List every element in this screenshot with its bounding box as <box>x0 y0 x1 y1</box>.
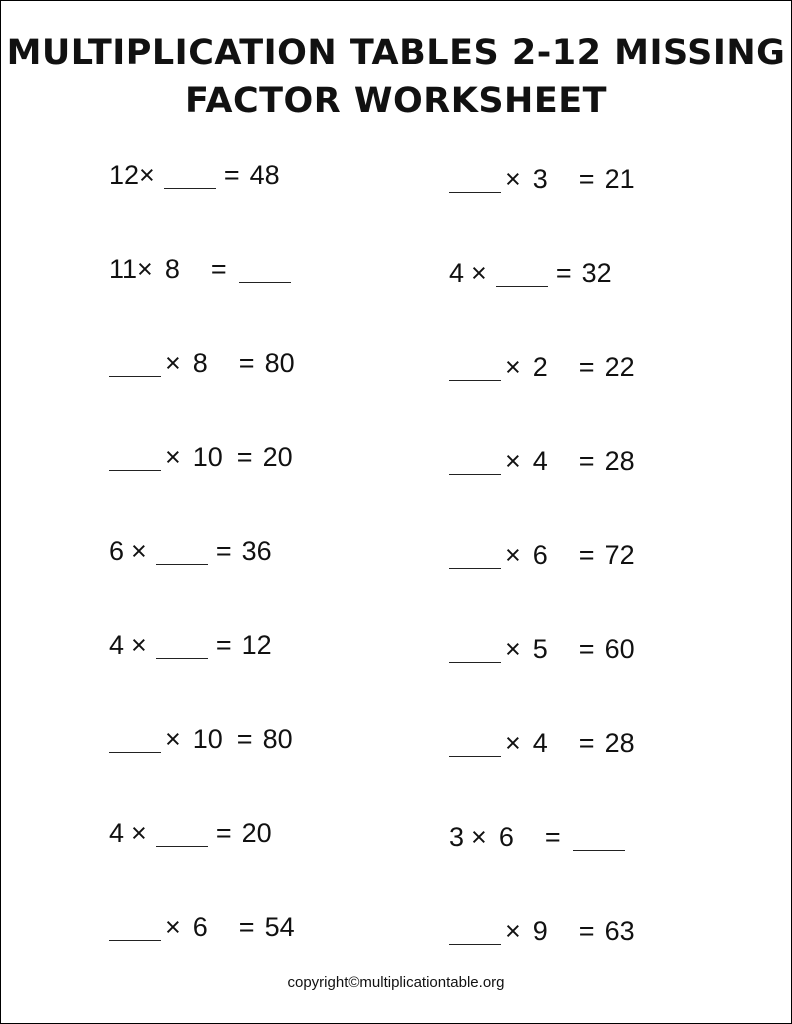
problem-row <box>109 816 272 850</box>
factor-c: 80 <box>264 348 295 378</box>
times-sign: × <box>505 540 521 570</box>
answer-blank[interactable] <box>449 444 501 475</box>
times-sign: × <box>131 536 147 566</box>
equals-sign: = <box>215 536 232 566</box>
factor-b: 6 <box>532 540 548 570</box>
problem-row <box>109 628 272 662</box>
factor-b: 8 <box>164 254 180 284</box>
factor-b: 8 <box>192 348 208 378</box>
times-sign: × <box>137 254 153 284</box>
factor-b: 10 <box>192 442 223 472</box>
problem-row <box>449 162 635 196</box>
equals-sign: = <box>215 818 232 848</box>
equals-sign: = <box>238 348 255 378</box>
equals-sign: = <box>236 724 253 754</box>
factor-c: 48 <box>249 160 280 190</box>
equals-sign: = <box>578 916 595 946</box>
answer-blank[interactable] <box>449 914 501 945</box>
factor-a: 4 <box>109 818 125 848</box>
equals-sign: = <box>555 258 572 288</box>
answer-blank[interactable] <box>496 256 548 287</box>
factor-b: 2 <box>532 352 548 382</box>
factor-b: 5 <box>532 634 548 664</box>
times-sign: × <box>471 822 487 852</box>
factor-a: 11 <box>109 254 138 284</box>
factor-b: 6 <box>498 822 514 852</box>
answer-blank[interactable] <box>449 162 501 193</box>
times-sign: × <box>505 916 521 946</box>
problem-row <box>109 346 295 380</box>
times-sign: × <box>139 160 155 190</box>
times-sign: × <box>505 634 521 664</box>
times-sign: × <box>165 912 181 942</box>
factor-b: 10 <box>192 724 223 754</box>
factor-c: 28 <box>604 728 635 758</box>
problem-row <box>449 632 635 666</box>
times-sign: × <box>165 348 181 378</box>
answer-blank[interactable] <box>164 158 216 189</box>
problem-row <box>449 256 612 290</box>
factor-c: 22 <box>604 352 635 382</box>
factor-b: 4 <box>532 446 548 476</box>
answer-blank[interactable] <box>573 820 625 851</box>
title-line-2: FACTOR WORKSHEET <box>184 81 608 121</box>
answer-blank[interactable] <box>109 722 161 753</box>
times-sign: × <box>165 724 181 754</box>
times-sign: × <box>471 258 487 288</box>
problem-row <box>449 820 625 854</box>
problem-row <box>449 350 635 384</box>
factor-c: 32 <box>581 258 612 288</box>
factor-c: 20 <box>262 442 293 472</box>
factor-c: 63 <box>604 916 635 946</box>
answer-blank[interactable] <box>239 252 291 283</box>
answer-blank[interactable] <box>449 632 501 663</box>
factor-c: 36 <box>241 536 272 566</box>
times-sign: × <box>131 818 147 848</box>
problem-row <box>109 252 291 286</box>
equals-sign: = <box>238 912 255 942</box>
times-sign: × <box>505 446 521 476</box>
equals-sign: = <box>223 160 240 190</box>
answer-blank[interactable] <box>449 726 501 757</box>
factor-b: 6 <box>192 912 208 942</box>
factor-c: 80 <box>262 724 293 754</box>
factor-c: 28 <box>604 446 635 476</box>
factor-a: 6 <box>109 536 125 566</box>
answer-blank[interactable] <box>109 910 161 941</box>
factor-c: 54 <box>264 912 295 942</box>
equals-sign: = <box>578 728 595 758</box>
factor-a: 4 <box>449 258 465 288</box>
factor-a: 3 <box>449 822 465 852</box>
problem-row <box>109 158 280 192</box>
answer-blank[interactable] <box>109 440 161 471</box>
times-sign: × <box>165 442 181 472</box>
factor-a: 4 <box>109 630 125 660</box>
problem-row <box>109 534 272 568</box>
equals-sign: = <box>578 164 595 194</box>
factor-b: 9 <box>532 916 548 946</box>
equals-sign: = <box>215 630 232 660</box>
answer-blank[interactable] <box>449 538 501 569</box>
title-line-1: MULTIPLICATION TABLES 2-12 MISSING <box>6 33 786 73</box>
copyright-notice: copyright©multiplicationtable.org <box>287 974 505 991</box>
factor-a: 12 <box>109 160 140 190</box>
answer-blank[interactable] <box>449 350 501 381</box>
answer-blank[interactable] <box>109 346 161 377</box>
times-sign: × <box>131 630 147 660</box>
times-sign: × <box>505 728 521 758</box>
factor-c: 20 <box>241 818 272 848</box>
factor-c: 60 <box>604 634 635 664</box>
factor-c: 12 <box>241 630 272 660</box>
factor-c: 21 <box>604 164 635 194</box>
answer-blank[interactable] <box>156 534 208 565</box>
equals-sign: = <box>236 442 253 472</box>
factor-b: 4 <box>532 728 548 758</box>
answer-blank[interactable] <box>156 816 208 847</box>
equals-sign: = <box>578 634 595 664</box>
problem-row <box>109 910 295 944</box>
problem-row <box>449 726 635 760</box>
equals-sign: = <box>578 352 595 382</box>
equals-sign: = <box>578 540 595 570</box>
equals-sign: = <box>210 254 227 284</box>
worksheet-title <box>1 29 791 125</box>
equals-sign: = <box>544 822 561 852</box>
factor-b: 3 <box>532 164 548 194</box>
problem-row <box>449 538 635 572</box>
times-sign: × <box>505 164 521 194</box>
problem-row <box>449 444 635 478</box>
problem-row <box>449 914 635 948</box>
times-sign: × <box>505 352 521 382</box>
equals-sign: = <box>578 446 595 476</box>
problem-row <box>109 440 293 474</box>
problem-row <box>109 722 293 756</box>
factor-c: 72 <box>604 540 635 570</box>
answer-blank[interactable] <box>156 628 208 659</box>
